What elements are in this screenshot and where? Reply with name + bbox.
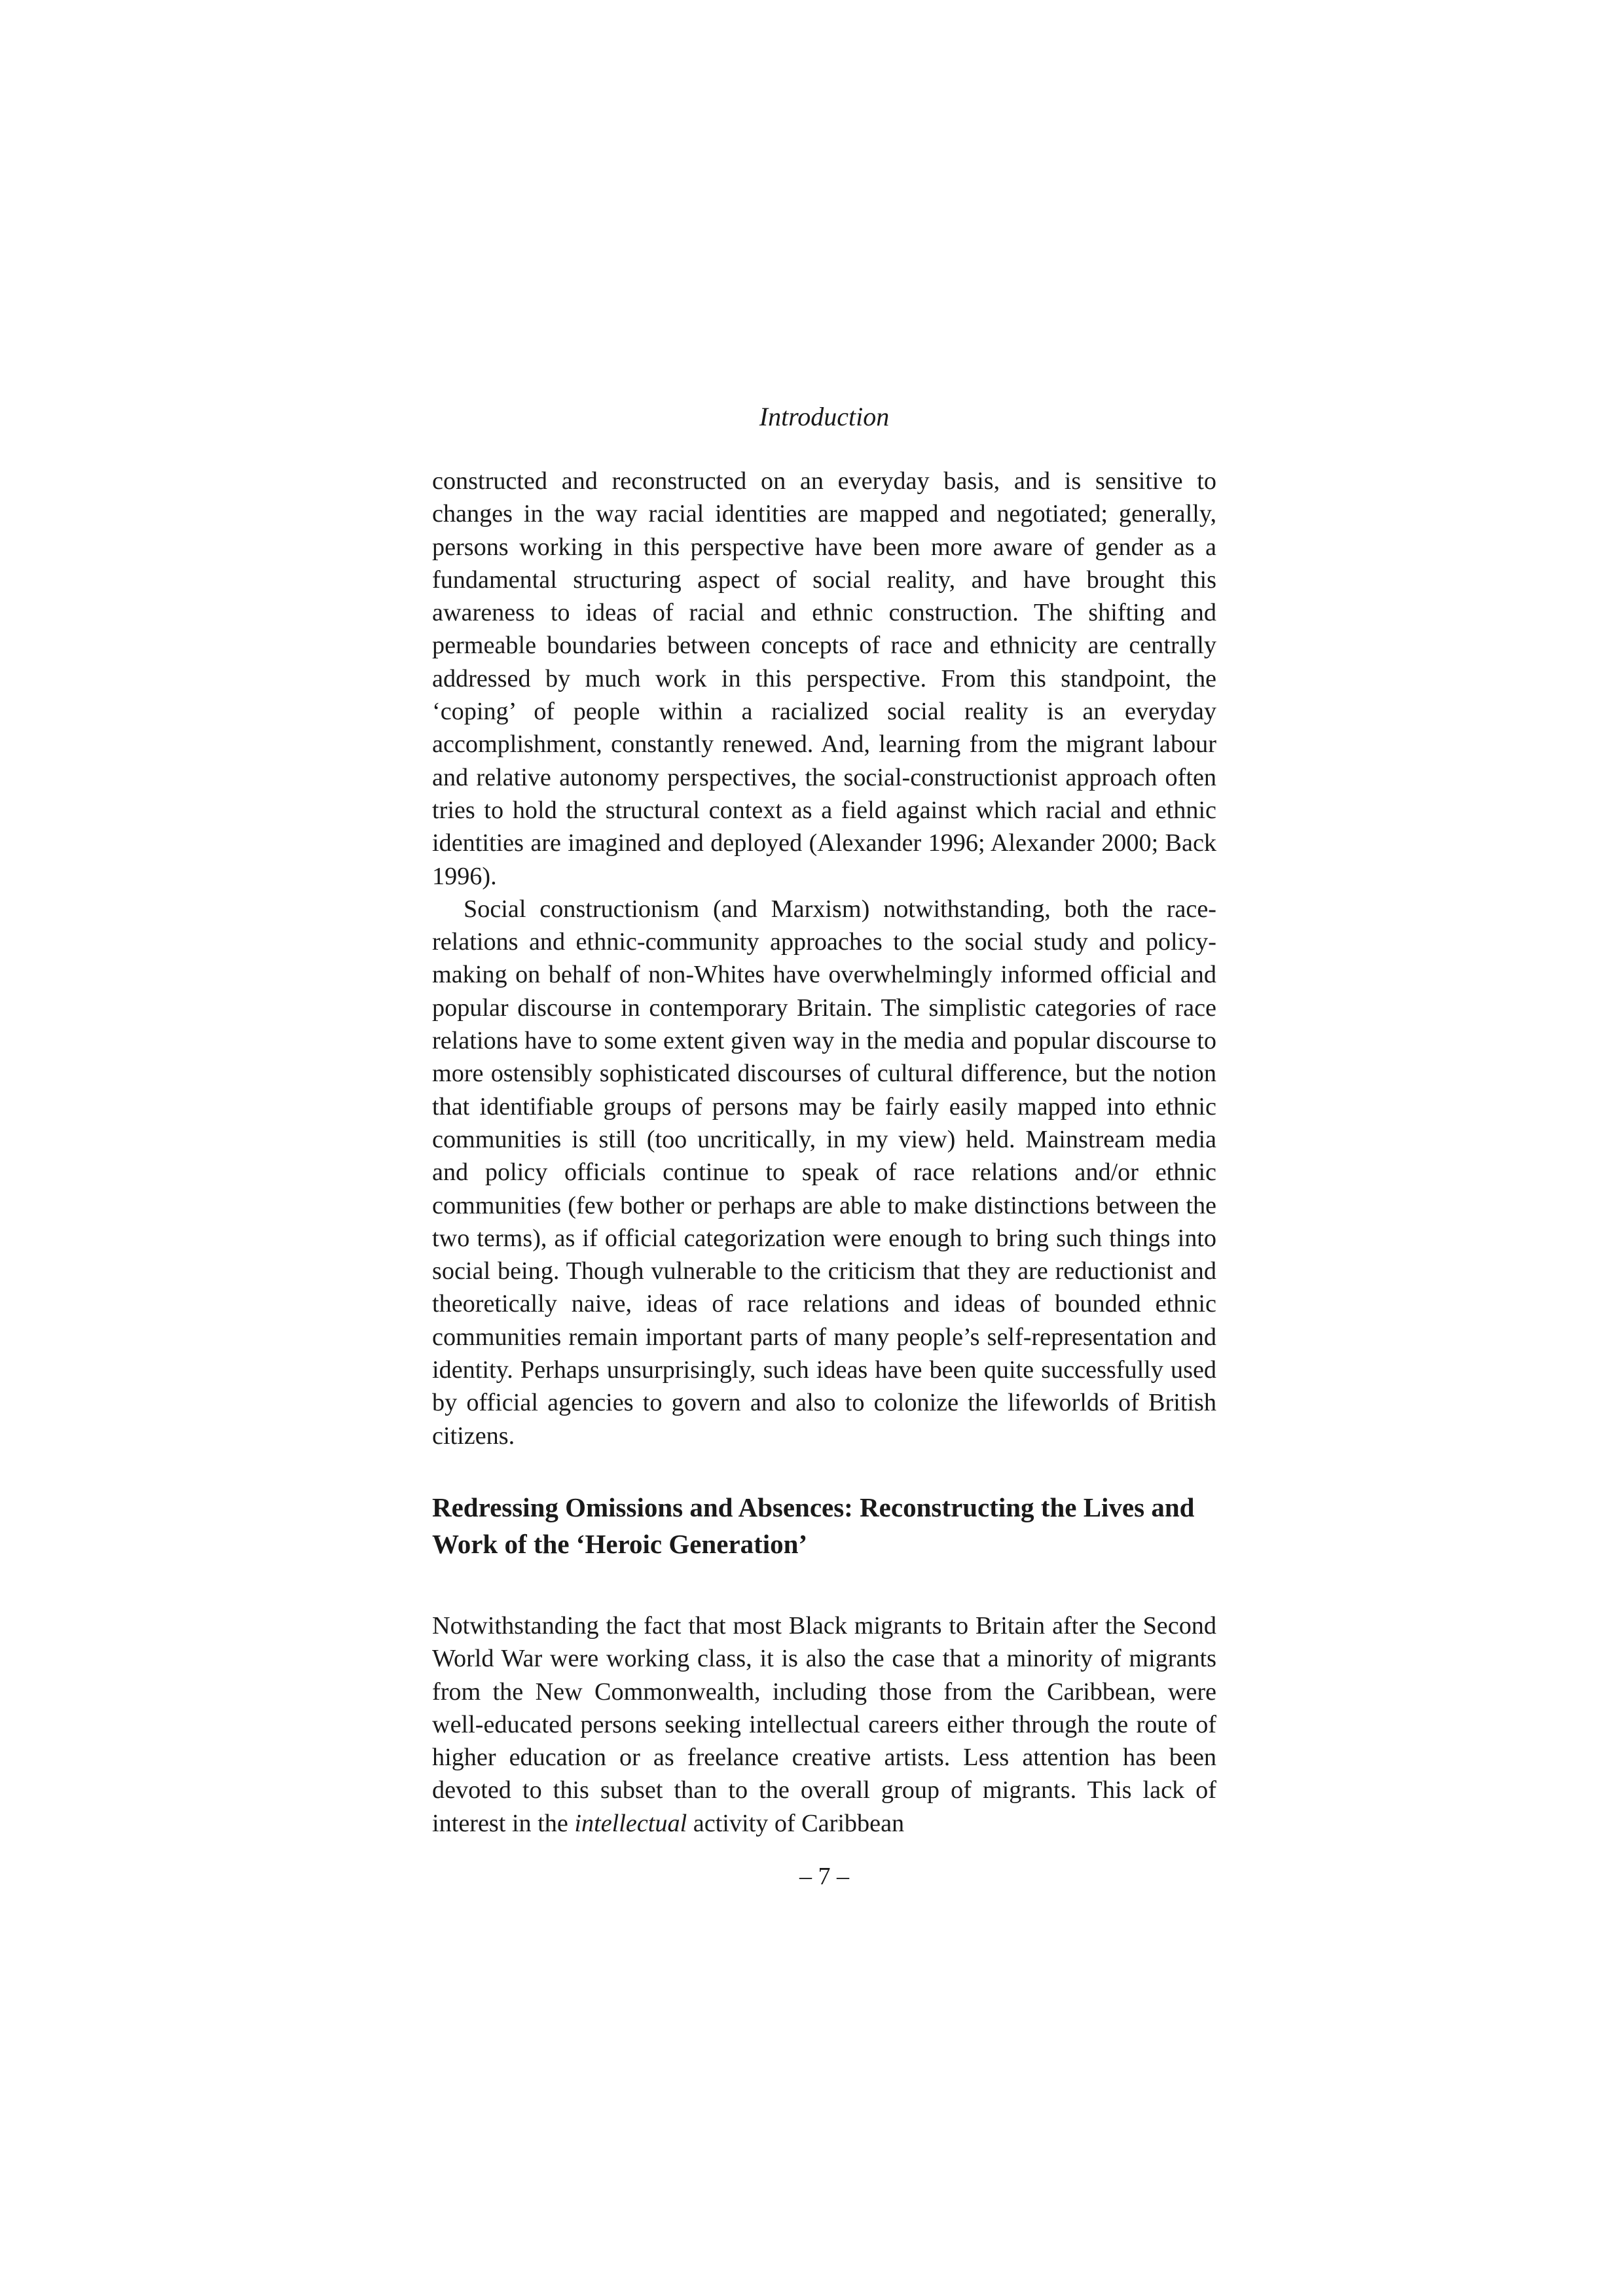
paragraph-text-start: Notwithstanding the fact that most Black migrants to Britain after the Second World War were working class, it is also the case that a minority of migrants from the New Commonwealth, including those from the Caribbean, were well-educated persons seeking intellectual careers either through the route of higher education or as freelance creative artists. Less attention has been devoted to this subset than to the overall group of migrants. This lack of interest in the: [432, 1611, 1216, 1837]
section-heading: Redressing Omissions and Absences: Reconstructing the Lives and Work of the ‘Heroic Generation’: [432, 1492, 1195, 1559]
page-number: – 7 –: [799, 1863, 849, 1890]
paragraph-notwithstanding: [432, 1609, 1216, 1840]
paragraph-social-constructionism: Social constructionism (and Marxism) notwithstanding, both the race-relations and ethnic-community approaches to the social study and policy-making on behalf of non-Whites have overwhelmingly informed official and popular discourse in contemporary Britain. The simplistic categories of race relations have to some extent given way in the media and popular discourse to more ostensibly sophisticated discourses of cultural difference, but the notion that identifiable groups of persons may be fairly easily mapped into ethnic communities is still (too uncritically, in my view) held. Mainstream media and policy officials continue to speak of race relations and/or ethnic communities (few bother or perhaps are able to make distinctions between the two terms), as if official categorization were enough to bring such things into social being. Though vulnerable to the criticism that they are reductionist and theoretically naive, ideas of race relations and ideas of bounded ethnic communities remain important parts of many people’s self-representation and identity. Perhaps unsurprisingly, such ideas have been quite successfully used by official agencies to govern and also to colonize the lifeworlds of British citizens.: [432, 895, 1216, 1450]
paragraph-text-end: activity of Caribbean: [687, 1809, 905, 1837]
paragraph-continued: constructed and reconstructed on an everyday basis, and is sensitive to changes in the way racial identities are mapped and negotiated; generally, persons working in this perspective have been more aware of gender as a fundamental structuring aspect of social reality, and have brought this awareness to ideas of racial and ethnic construction. The shifting and permeable boundaries between concepts of race and ethnicity are centrally addressed by much work in this perspective. From this standpoint, the ‘coping’ of people within a racialized social reality is an everyday accomplishment, constantly renewed. And, learning from the migrant labour and relative autonomy perspectives, the social-constructionist approach often tries to hold the structural context as a field against which racial and ethnic identities are imagined and deployed (Alexander 1996; Alexander 2000; Back 1996).: [432, 467, 1216, 890]
running-head: Introduction: [759, 402, 890, 431]
emphasized-word: intellectual: [574, 1809, 687, 1837]
body-text: [432, 465, 1216, 1840]
